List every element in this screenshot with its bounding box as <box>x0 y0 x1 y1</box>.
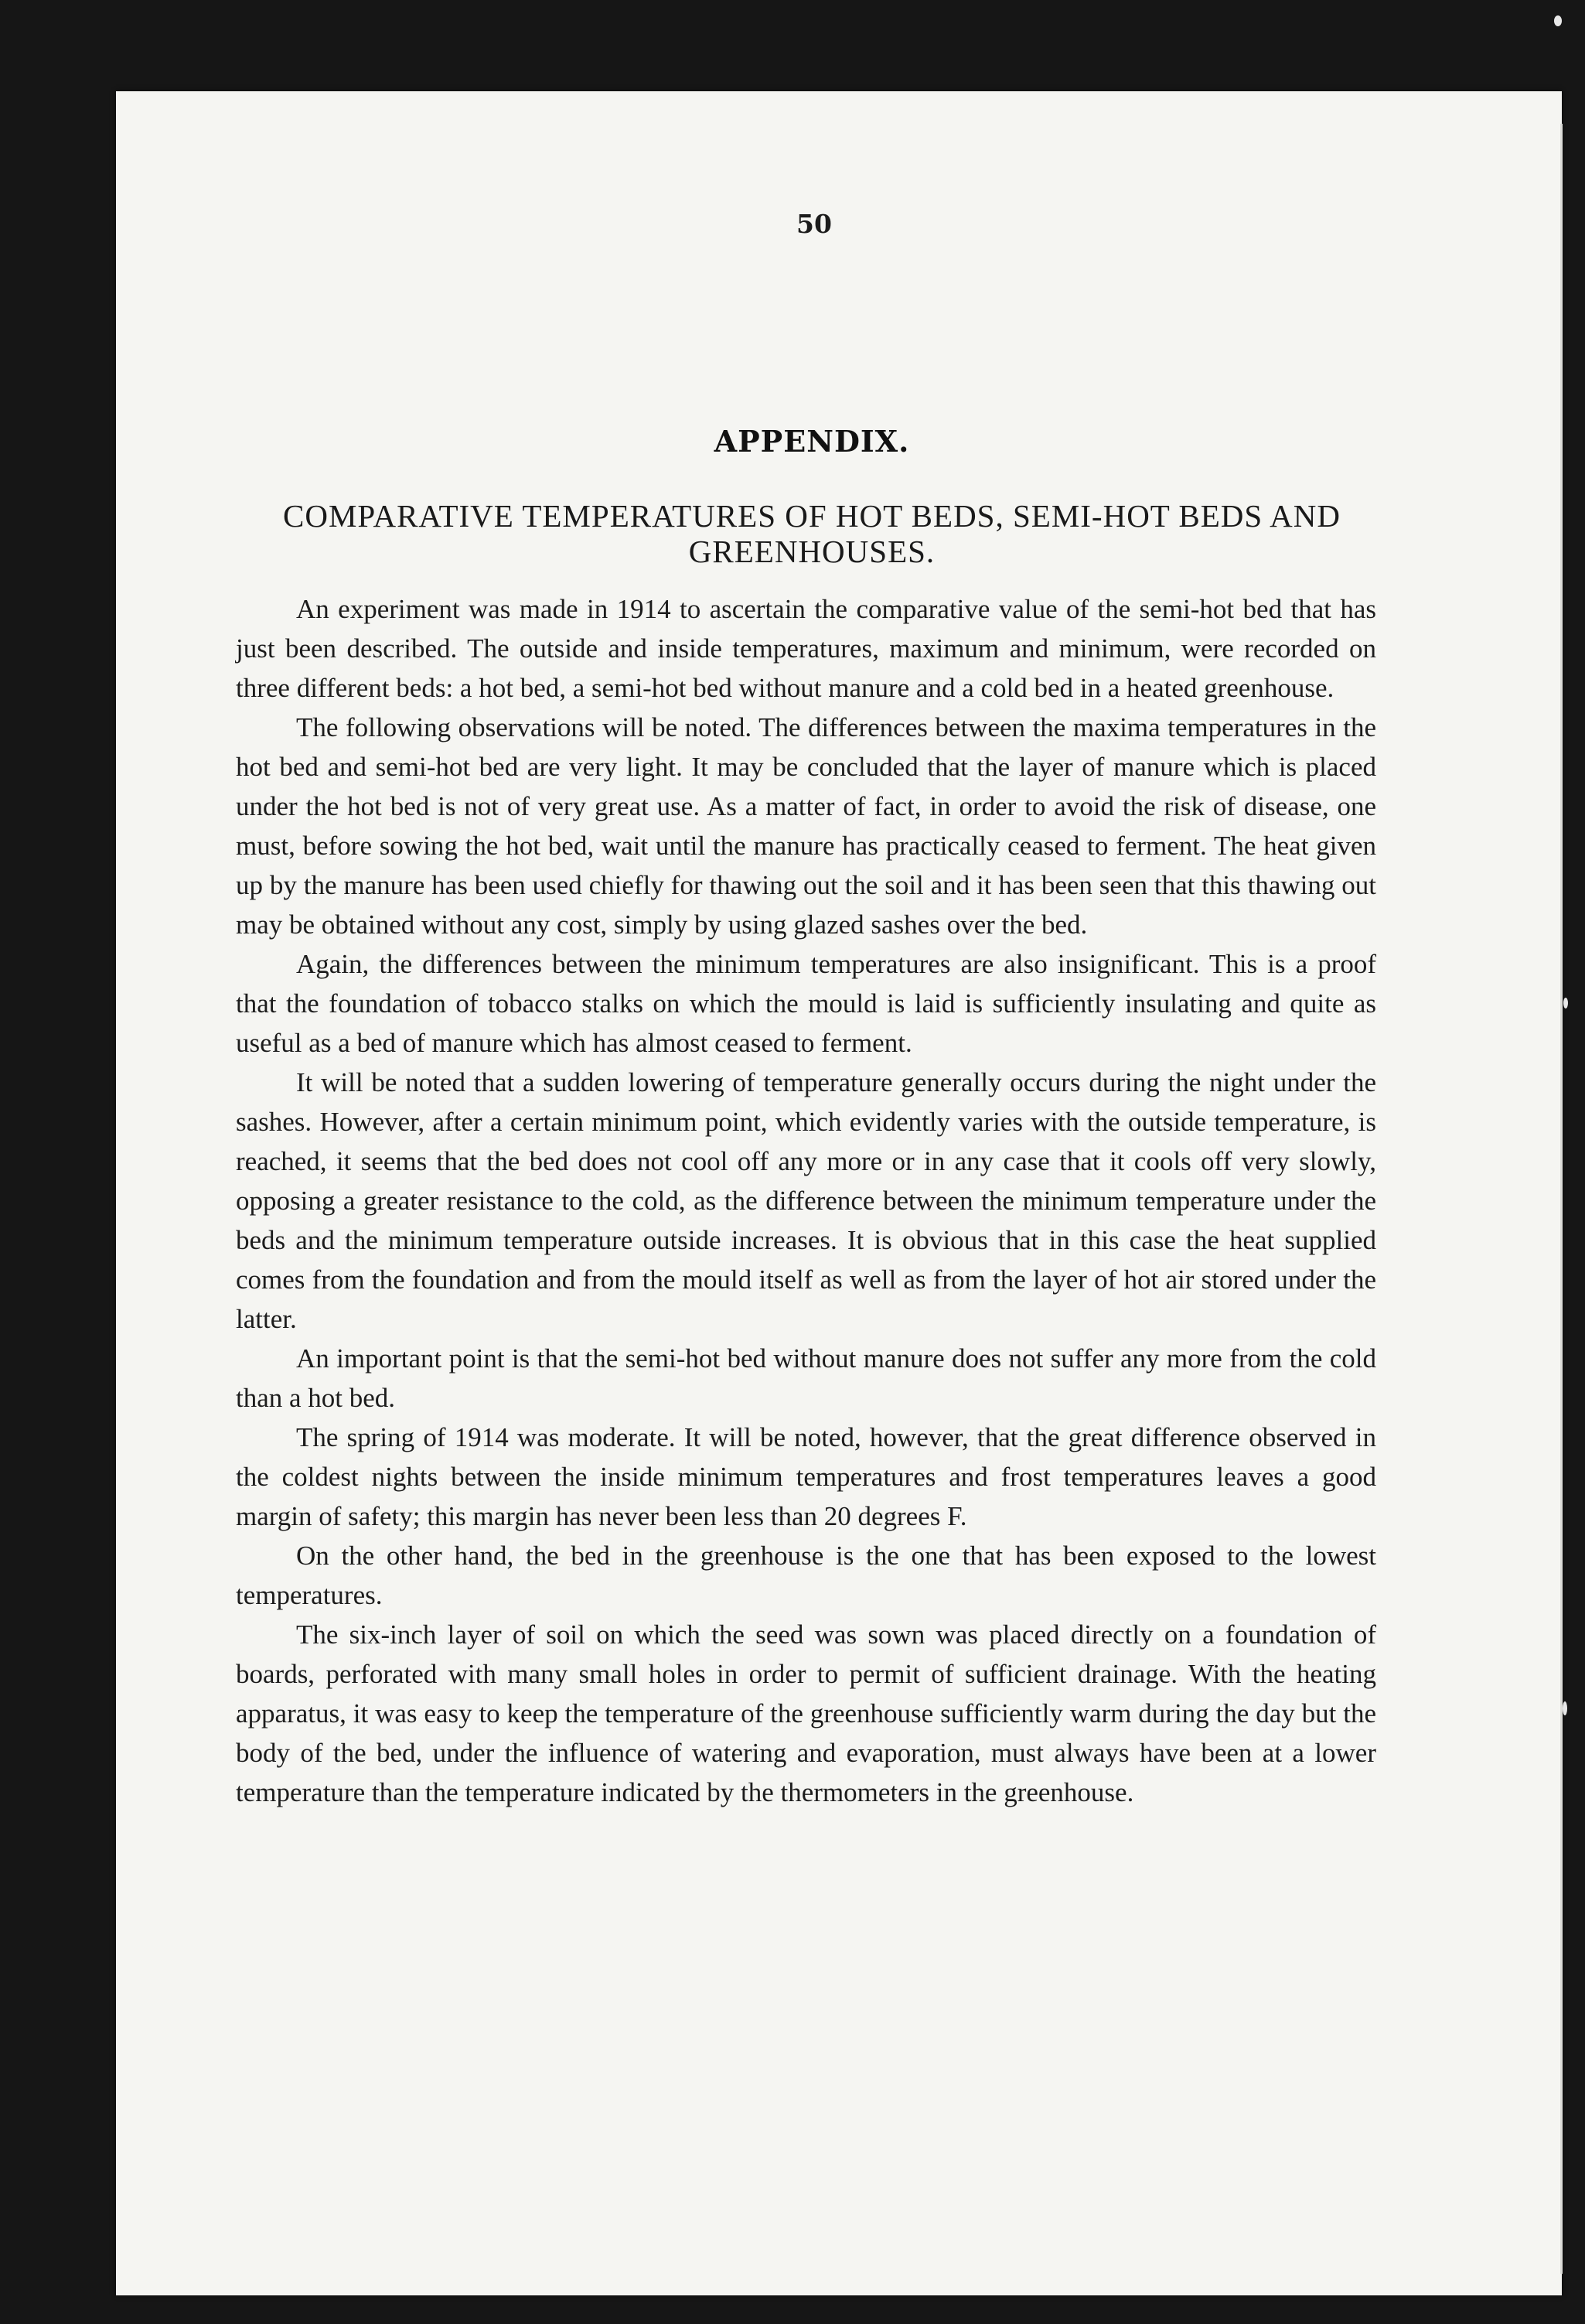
paragraph: The spring of 1914 was moderate. It will be noted, however, that the great difference observed in the coldest nights between the inside minimum temperatures and frost temperatures leaves a good margin of safety; this margin has never been less than 20 degrees F. <box>236 1422 1376 1531</box>
body-text <box>236 589 1376 1812</box>
paragraph: Again, the differences between the minimum temperatures are also insignificant. This is a proof that the foundation of tobacco stalks on which the mould is laid is sufficiently insulating and quite as useful as a bed of manure which has almost ceased to ferment. <box>236 949 1376 1058</box>
page-edge-line <box>1560 124 1563 2274</box>
paragraph: On the other hand, the bed in the greenhouse is the one that has been exposed to the lowest temperatures. <box>236 1541 1376 1610</box>
paragraph: The following observations will be noted. The differences between the maxima temperatures in the hot bed and semi-hot bed are very light. It may be concluded that the layer of manure which is placed under the hot bed is not of very great use. As a matter of fact, in order to avoid the risk of disease, one must, before sowing the hot bed, wait until the manure has practically ceased to ferment. The heat given up by the manure has been used chiefly for thawing out the soil and it has been seen that this thawing out may be obtained without any cost, simply by using glazed sashes over the bed. <box>236 712 1376 940</box>
scan-speck <box>1563 1701 1567 1715</box>
scan-speck <box>1554 15 1562 26</box>
scan-speck <box>1563 998 1568 1008</box>
paragraph: The six-inch layer of soil on which the seed was sown was placed directly on a foundation of boards, perforated with many small holes in order to permit of sufficient drainage. With the heating apparatus, it was easy to keep the temperature of the greenhouse sufficiently warm during the day but the body of the bed, under the influence of watering and evaporation, must always have been at a lower temperature than the temperature indicated by the thermometers in the greenhouse. <box>236 1619 1376 1807</box>
paragraph: An experiment was made in 1914 to ascertain the comparative value of the semi-hot bed that has just been described. The outside and inside temperatures, maximum and minimum, were recorded on three different beds: a hot bed, a semi-hot bed without manure and a cold bed in a heated greenhouse. <box>236 594 1376 703</box>
page-number: 50 <box>796 209 832 239</box>
paragraph: It will be noted that a sudden lowering of temperature generally occurs during the night under the sashes. However, after a certain minimum point, which evidently varies with the outside temperature, is reached, it seems that the bed does not cool off any more or in any case that it cools off very slowly, opposing a greater resistance to the cold, as the difference between the minimum temperature under the beds and the minimum temperature outside increases. It is obvious that in this case the heat supplied comes from the foundation and from the mould itself as well as from the layer of hot air stored under the latter. <box>236 1067 1376 1334</box>
section-subheading: COMPARATIVE TEMPERATURES OF HOT BEDS, SEMI-HOT BEDS AND GREENHOUSES. <box>283 498 1341 569</box>
appendix-heading: APPENDIX. <box>714 424 910 459</box>
paragraph: An important point is that the semi-hot bed without manure does not suffer any more from the cold than a hot bed. <box>236 1343 1376 1413</box>
